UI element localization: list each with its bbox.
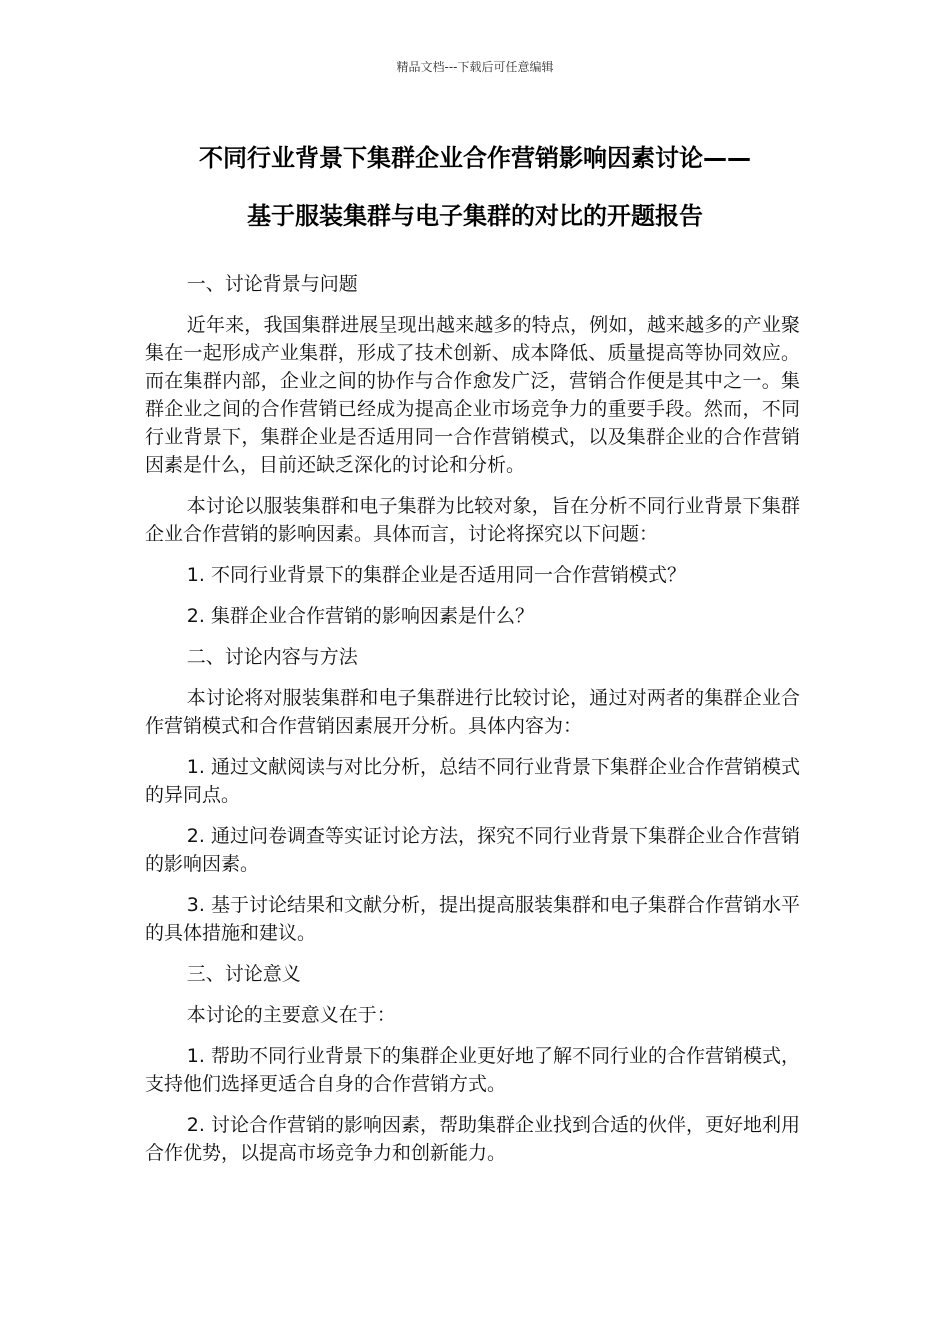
content-item-3: 3. 基于讨论结果和文献分析，提出提高服装集群和电子集群合作营销水平的具体措施和建议。 xyxy=(145,894,800,944)
significance-item-1: 1. 帮助不同行业背景下的集群企业更好地了解不同行业的合作营销模式，支持他们选择更适合自身的合作营销方式。 xyxy=(145,1045,800,1095)
section-heading-significance: 三、讨论意义 xyxy=(186,963,301,985)
document-body xyxy=(145,270,800,1180)
question-item-1: 1. 不同行业背景下的集群企业是否适用同一合作营销模式？ xyxy=(186,564,686,586)
section-heading-content-method: 二、讨论内容与方法 xyxy=(186,646,358,668)
question-item-2: 2. 集群企业合作营销的影响因素是什么？ xyxy=(186,605,534,627)
paragraph-research-aim: 本讨论以服装集群和电子集群为比较对象，旨在分析不同行业背景下集群企业合作营销的影响因素。具体而言，讨论将探究以下问题： xyxy=(145,495,800,545)
significance-item-2: 2. 讨论合作营销的影响因素，帮助集群企业找到合适的伙伴，更好地利用合作优势，以提高市场竞争力和创新能力。 xyxy=(145,1114,800,1164)
paragraph-significance-intro: 本讨论的主要意义在于： xyxy=(186,1004,396,1026)
paragraph-content-intro: 本讨论将对服装集群和电子集群进行比较讨论，通过对两者的集群企业合作营销模式和合作营销因素展开分析。具体内容为： xyxy=(145,687,800,737)
content-item-1: 1. 通过文献阅读与对比分析，总结不同行业背景下集群企业合作营销模式的异同点。 xyxy=(145,756,800,806)
paragraph-background: 近年来，我国集群进展呈现出越来越多的特点，例如，越来越多的产业聚集在一起形成产业集群，形成了技术创新、成本降低、质量提高等协同效应。而在集群内部，企业之间的协作与合作愈发广泛，营销合作便是其中之一。集群企业之间的合作营销已经成为提高企业市场竞争力的重要手段。然而，不同行业背景下，集群企业是否适用同一合作营销模式，以及集群企业的合作营销因素是什么，目前还缺乏深化的讨论和分析。 xyxy=(145,314,800,476)
document-title-line-1: 不同行业背景下集群企业合作营销影响因素讨论—— xyxy=(199,144,751,172)
document-title-line-2: 基于服装集群与电子集群的对比的开题报告 xyxy=(247,202,703,230)
header-note: 精品文档---下载后可任意编辑 xyxy=(396,60,554,74)
section-heading-background: 一、讨论背景与问题 xyxy=(186,273,358,295)
content-item-2: 2. 通过问卷调查等实证讨论方法，探究不同行业背景下集群企业合作营销的影响因素。 xyxy=(145,825,800,875)
